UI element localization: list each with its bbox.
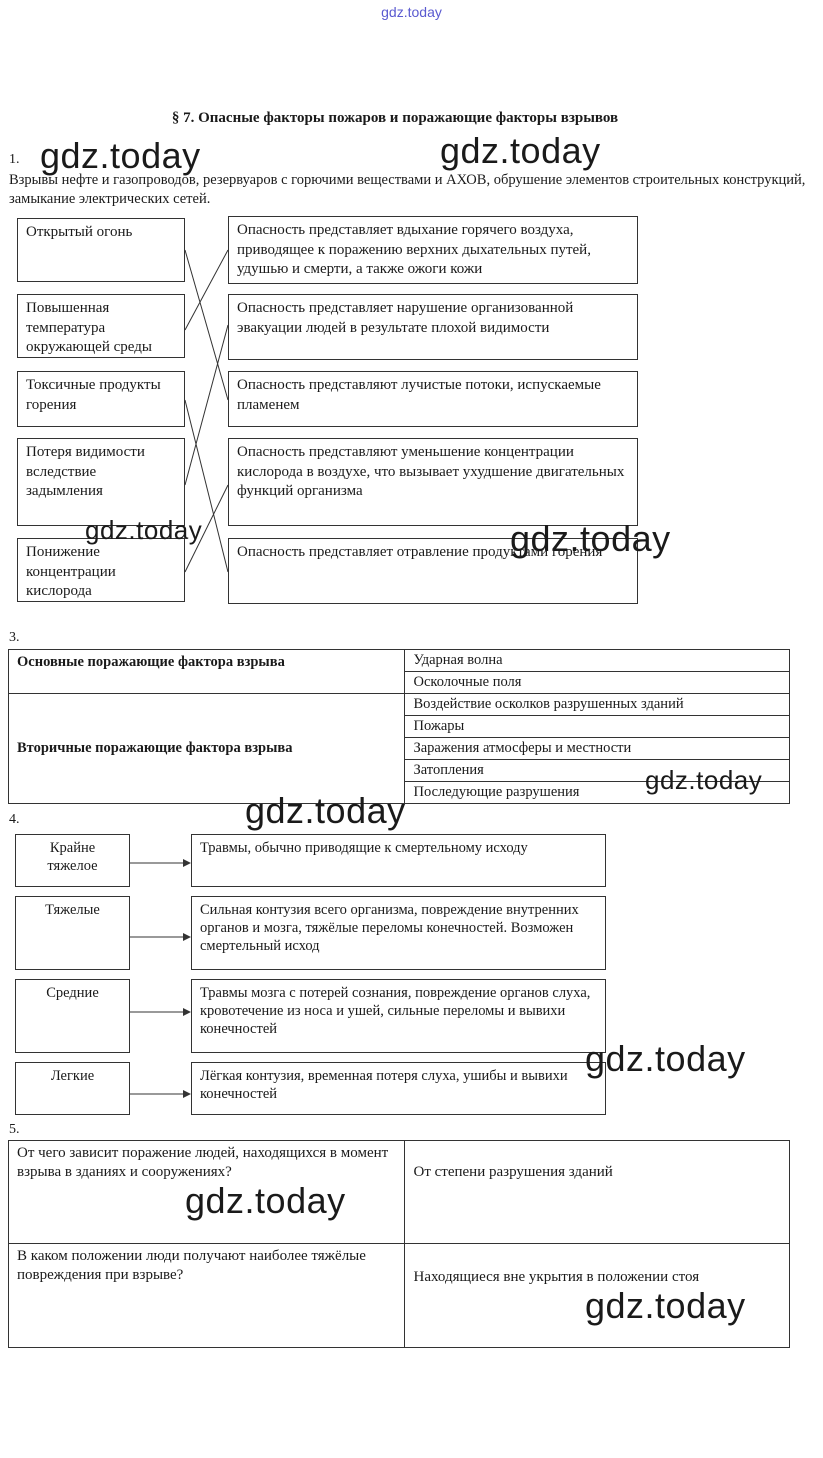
watermark: gdz.today [510, 518, 671, 559]
injury-level-4: Легкие [15, 1062, 130, 1115]
task3-number: 3. [9, 630, 20, 645]
primary-label: Основные поражающие фактора взрыва [9, 650, 405, 694]
watermark: gdz.today [85, 515, 203, 545]
task1-text: Взрывы нефте и газопроводов, резервуаров с горючими веществами и АХОВ, обрушение элементов строительных конструкций, замыкание электрических сетей. [9, 172, 806, 207]
secondary-item: Последующие разрушения [405, 782, 790, 804]
injury-level-1: Крайне тяжелое [15, 834, 130, 887]
task2-left-2: Повышенная температура окружающей среды [17, 294, 185, 358]
secondary-item: Воздействие осколков разрушенных зданий [405, 694, 790, 716]
arrow-head [183, 1090, 191, 1098]
injury-description-1: Травмы, обычно приводящие к смертельному исходу [191, 834, 606, 887]
site-header-link[interactable]: gdz.today [381, 4, 442, 20]
connector-line [185, 400, 228, 572]
primary-item: Ударная волна [405, 650, 790, 672]
task2-left-1: Открытый огонь [17, 218, 185, 282]
answer-cell: От степени разрушения зданий [405, 1141, 790, 1244]
question-cell: В каком положении люди получают наиболее тяжёлые повреждения при взрыве? [9, 1244, 405, 1348]
watermark: gdz.today [185, 1180, 346, 1221]
task1-number: 1. [9, 152, 20, 167]
connector-line [185, 250, 228, 330]
table-row [9, 694, 790, 716]
arrow-head [183, 1008, 191, 1016]
connector-line [185, 325, 228, 485]
secondary-label: Вторичные поражающие фактора взрыва [9, 694, 405, 804]
task2-right-4: Опасность представляют уменьшение концентрации кислорода в воздухе, что вызывает ухудшение двигательных функций организма [228, 438, 638, 526]
answer-cell: Находящиеся вне укрытия в положении стоя [405, 1244, 790, 1348]
arrow-head [183, 933, 191, 941]
watermark: gdz.today [245, 790, 406, 831]
watermark: gdz.today [40, 135, 201, 176]
injury-description-4: Лёгкая контузия, временная потеря слуха, ушибы и вывихи конечностей [191, 1062, 606, 1115]
secondary-item: Заражения атмосферы и местности [405, 738, 790, 760]
secondary-item: Затопления [405, 760, 790, 782]
task2-left-5: Понижение концентрации кислорода [17, 538, 185, 602]
task2-right-1: Опасность представляет вдыхание горячего воздуха, приводящее к поражению верхних дыхательных путей, удушью и смерти, а также ожоги кожи [228, 216, 638, 284]
connector-line [185, 250, 228, 400]
injury-level-3: Средние [15, 979, 130, 1053]
injury-level-2: Тяжелые [15, 896, 130, 970]
task4-number: 4. [9, 812, 20, 827]
injury-description-2: Сильная контузия всего организма, повреждение внутренних органов и мозга, тяжёлые переломы конечностей. Возможен смертельный исход [191, 896, 606, 970]
task2-right-5: Опасность представляет отравление продуктами горения [228, 538, 638, 604]
task2-left-3: Токсичные продукты горения [17, 371, 185, 427]
watermark: gdz.today [585, 1285, 746, 1326]
watermark: gdz.today [585, 1038, 746, 1079]
task2-left-4: Потеря видимости вследствие задымления [17, 438, 185, 526]
secondary-item: Пожары [405, 716, 790, 738]
primary-item: Осколочные поля [405, 672, 790, 694]
table-row [9, 650, 790, 672]
task5-number: 5. [9, 1122, 20, 1137]
watermark: gdz.today [440, 130, 601, 171]
task2-right-3: Опасность представляют лучистые потоки, испускаемые пламенем [228, 371, 638, 427]
table-row [9, 1141, 790, 1244]
section-title: § 7. Опасные факторы пожаров и поражающие факторы взрывов [171, 110, 619, 126]
injury-description-3: Травмы мозга с потерей сознания, повреждение органов слуха, кровотечение из носа и ушей, сильные переломы и вывихи конечностей [191, 979, 606, 1053]
arrow-head [183, 859, 191, 867]
watermark: gdz.today [645, 765, 763, 795]
task2-right-2: Опасность представляет нарушение организованной эвакуации людей в результате плохой видимости [228, 294, 638, 360]
question-cell: От чего зависит поражение людей, находящихся в момент взрыва в зданиях и сооружениях? [9, 1141, 405, 1244]
